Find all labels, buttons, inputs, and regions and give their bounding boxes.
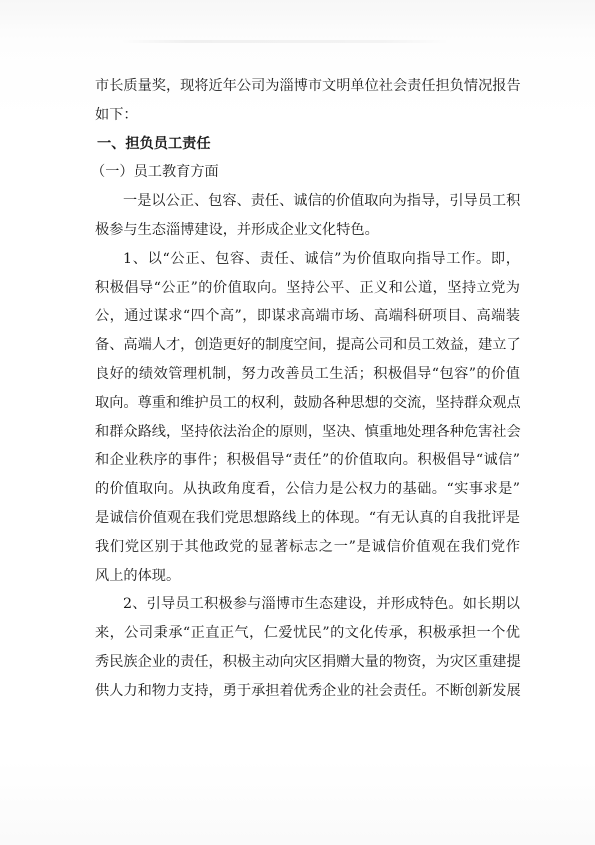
document-body <box>91 72 521 706</box>
text-line: 来，公司秉承“正直正气，仁爱忧民”的文化传承，积极承担一个优 <box>95 625 520 642</box>
section-heading <box>97 130 520 159</box>
text-line: 良好的绩效管理机制，努力改善员工生活；积极倡导“包容”的价值 <box>95 365 520 382</box>
text-line: 如下： <box>95 106 138 123</box>
text-line: 备、高端人才，创造更好的制度空间，提高公司和员工效益，建立了 <box>95 337 521 354</box>
text-line: 极参与生态淄博建设，并形成企业文化特色。 <box>95 221 379 238</box>
paragraph-intro <box>95 72 520 130</box>
text-line: 一是以公正、包容、责任、诚信的价值取向为指导，引导员工积 <box>123 193 521 210</box>
text-line: 取向。尊重和维护员工的权利，鼓励各种思想的交流，坚持群众观点 <box>95 394 521 411</box>
text-line: 市长质量奖，现将近年公司为淄博市文明单位社会责任担负情况报告 <box>95 78 521 94</box>
text-line: 和企业秩序的事件；积极倡导“责任”的价值取向。积极倡导“诚信” <box>95 452 520 469</box>
text-line: 2、引导员工积极参与淄博市生态建设，并形成特色。如长期以 <box>123 596 520 613</box>
text-line: 1、以“公正、包容、责任、诚信”为价值取向指导工作。即， <box>123 250 520 267</box>
paragraph-1 <box>95 187 520 245</box>
section-heading-text: 一、担负员工责任 <box>97 135 211 152</box>
text-line: 我们党区别于其他政党的显著标志之一”是诚信价值观在我们党作 <box>95 538 520 555</box>
paragraph-3 <box>95 590 520 705</box>
text-line: 秀民族企业的责任，积极主动向灾区捐赠大量的物资，为灾区重建提 <box>95 653 521 670</box>
text-line: 积极倡导“公正”的价值取向。坚持公平、正义和公道，坚持立党为 <box>95 279 520 296</box>
paragraph-2 <box>95 245 520 591</box>
text-line: 供人力和物力支持，勇于承担着优秀企业的社会责任。不断创新发展 <box>95 682 521 699</box>
text-line: 风上的体现。 <box>95 567 181 584</box>
subsection-heading-text: （一）员工教育方面 <box>91 164 219 181</box>
text-line: 的价值取向。从执政角度看，公信力是公权力的基础。“实事求是” <box>95 481 520 498</box>
text-line: 是诚信价值观在我们党思想路线上的体现。“有无认真的自我批评是 <box>95 509 520 526</box>
subsection-heading <box>91 158 520 187</box>
text-line: 公，通过谋求“四个高”，即谋求高端市场、高端科研项目、高端装 <box>95 308 520 325</box>
text-line: 和群众路线，坚持依法治企的原则，坚决、慎重地处理各种危害社会 <box>95 423 521 440</box>
scan-bleed-through <box>120 40 450 43</box>
